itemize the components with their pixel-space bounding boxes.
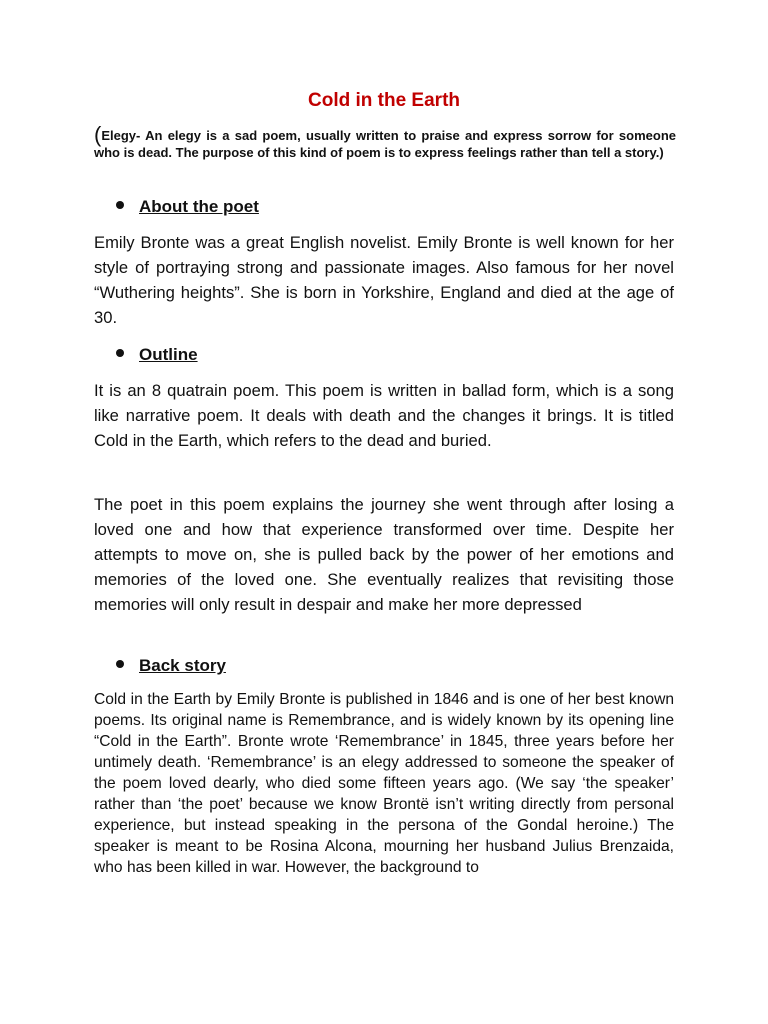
- heading-about-the-poet: [116, 196, 259, 218]
- outline-paragraph-2: The poet in this poem explains the journey she went through after losing a loved one and how that experience transformed over time. Despite her attempts to move on, she is pulled back by the power of her emotions and memories of the loved one. She eventually realizes that revisiting those memories will only result in despair and make her more depressed: [94, 495, 674, 614]
- heading-outline-text: Outline: [139, 345, 198, 364]
- back-story-paragraph: Cold in the Earth by Emily Bronte is published in 1846 and is one of her best known poems. Its original name is Remembrance, and is widely known by its opening line “Cold in the Earth”. Bronte wrote ‘Remembrance’ in 1845, three years before her untimely death. ‘Remembrance’ is an elegy addressed to someone the speaker of the poem loved dearly, who died some fifteen years ago. (We say ‘the speaker’ rather than ‘the poet’ because we know Brontë isn’t writing directly from personal experience, but instead speaking in the persona of the Gondal heroine.) The speaker is meant to be Rosina Alcona, mourning her husband Julius Brenzaida, who has been killed in war. However, the background to: [94, 691, 674, 876]
- bullet-icon: [116, 660, 124, 668]
- heading-backstory-text: Back story: [139, 656, 226, 675]
- heading-back-story: [116, 655, 226, 677]
- note-text: Elegy- An elegy is a sad poem, usually written to praise and express sorrow for someone who is dead. The purpose of this kind of poem is to express feelings rather than tell a story.): [94, 128, 676, 160]
- document-title: Cold in the Earth: [308, 90, 460, 111]
- bullet-icon: [116, 201, 124, 209]
- elegy-definition-note: [94, 122, 676, 161]
- note-open-paren: (: [94, 122, 102, 147]
- outline-paragraph-1: It is an 8 quatrain poem. This poem is written in ballad form, which is a song like narrative poem. It deals with death and the changes it brings. It is titled Cold in the Earth, which refers to the dead and buried.: [94, 381, 674, 450]
- heading-about-text: About the poet: [139, 197, 259, 216]
- bullet-icon: [116, 349, 124, 357]
- heading-outline: [116, 344, 198, 366]
- about-poet-paragraph: Emily Bronte was a great English novelist. Emily Bronte is well known for her style of portraying strong and passionate images. Also famous for her novel “Wuthering heights”. She is born in Yorkshire, England and died at the age of 30.: [94, 233, 674, 327]
